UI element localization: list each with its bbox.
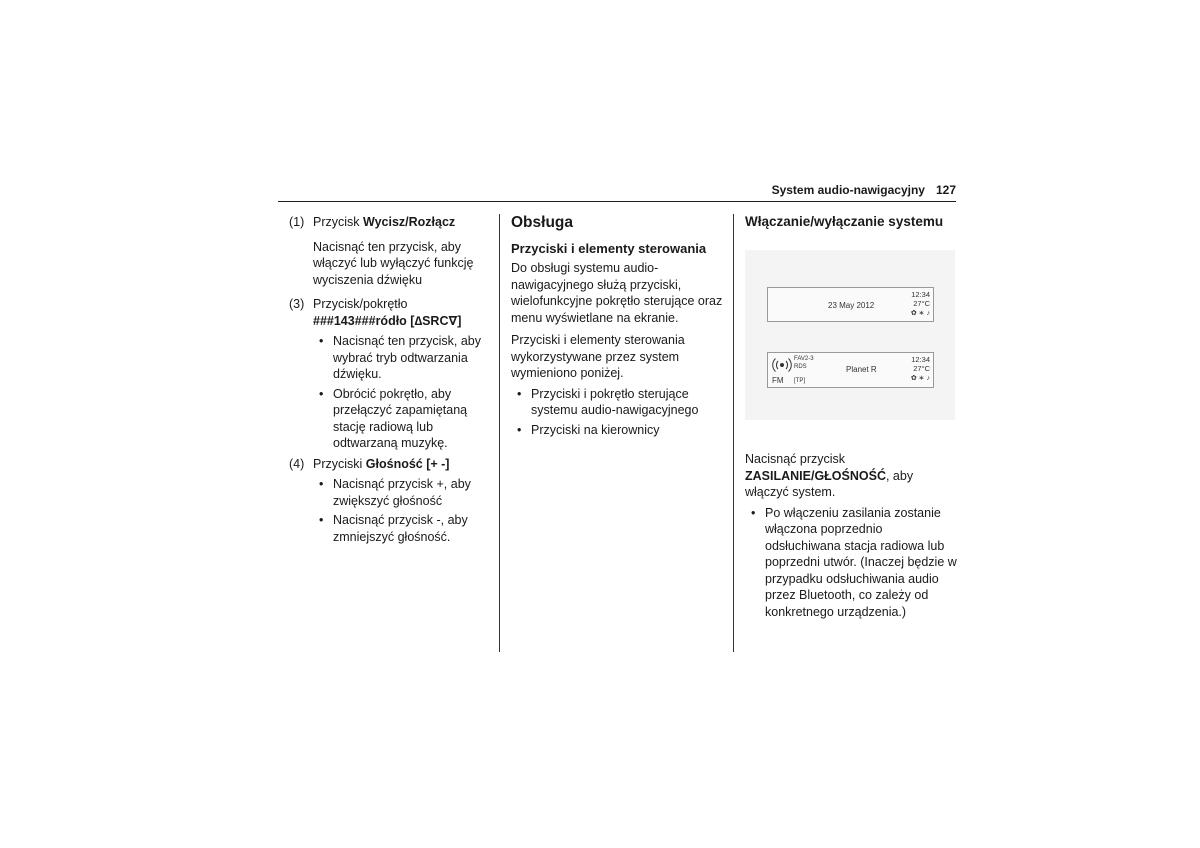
item-3 — [289, 296, 494, 313]
controls-list — [511, 386, 726, 439]
power-notes — [745, 505, 960, 621]
paragraph: Przyciski i elementy sterowania wykorzystywane przez system wymieniono poniżej. — [511, 333, 685, 380]
item-bold-label: Wycisz/Rozłącz — [363, 215, 456, 229]
preset-label: FAV2-3 — [794, 356, 814, 362]
list-item: • Przyciski i pokrętło sterujące systemu audio-nawigacyjnego — [511, 386, 726, 419]
antenna-icon — [772, 355, 792, 377]
display-screen-radio — [767, 352, 934, 388]
list-item: • Przyciski na kierownicy — [511, 422, 726, 439]
paragraph: Do obsługi systemu audio-nawigacyjnego służą przyciski, wielofunkcyjne pokrętło sterujące oraz menu wyświetlane na ekranie. — [511, 261, 723, 325]
item-number: (1) — [289, 215, 305, 229]
paragraph-suffix: , aby włączyć system. — [745, 468, 914, 499]
tp-label: [TP] — [794, 378, 806, 384]
display-time: 12:34 — [911, 290, 930, 299]
item-3-bullets — [313, 333, 494, 452]
rds-label: RDS — [794, 364, 807, 370]
item-1-description: Nacisnąć ten przycisk, aby włączyć lub wyłączyć funkcję wyciszenia dźwięku — [313, 239, 474, 287]
page-number: 127 — [935, 183, 956, 197]
status-icons: ✿ ∗ ♪ — [910, 310, 930, 317]
subsection-heading: Przyciski i elementy sterowania — [511, 241, 707, 256]
display-temperature: 27°C — [913, 299, 930, 308]
display-time: 12:34 — [911, 355, 930, 364]
station-name: Planet R — [846, 365, 877, 374]
item-4-bullets — [313, 476, 494, 545]
column-divider-1 — [499, 214, 500, 652]
section-heading: Obsługa — [511, 214, 574, 231]
list-item: • Nacisnąć przycisk -, aby zmniejszyć głośność. — [313, 512, 494, 545]
display-date: 23 May 2012 — [828, 301, 875, 310]
button-name: ZASILANIE/GŁOŚNOŚĆ — [745, 468, 886, 483]
display-screen-date — [767, 287, 934, 322]
column-middle — [511, 214, 726, 441]
item-number: (4) — [289, 456, 305, 471]
item-prefix: Przyciski — [313, 456, 366, 471]
section-heading: Włączanie/wyłączanie systemu — [745, 214, 944, 229]
item-text: Przycisk/pokrętło — [313, 297, 408, 311]
section-title: System audio-nawigacyjny — [771, 183, 925, 197]
power-instructions — [745, 451, 960, 623]
item-number: (3) — [289, 297, 305, 311]
list-item: • Nacisnąć przycisk +, aby zwiększyć głośność — [313, 476, 494, 509]
display-temperature: 27°C — [913, 364, 930, 373]
page-header — [278, 183, 956, 202]
item-4 — [289, 456, 494, 473]
display-illustration — [745, 250, 955, 420]
paragraph-prefix: Nacisnąć przycisk — [745, 452, 846, 466]
item-bold-label: ###143###ródło [∆SRC∇] — [313, 313, 462, 328]
list-item: • Nacisnąć ten przycisk, aby wybrać tryb odtwarzania dźwięku. — [313, 333, 494, 383]
band-label: FM — [772, 376, 784, 385]
column-left — [289, 214, 494, 548]
item-bold-label: Głośność [+ -] — [365, 456, 450, 471]
status-icons: ✿ ∗ ♪ — [910, 375, 930, 382]
column-divider-2 — [733, 214, 734, 652]
list-item: • Obrócić pokrętło, aby przełączyć zapamiętaną stację radiową lub odtwarzaną muzykę. — [313, 386, 494, 452]
item-prefix: Przycisk — [313, 215, 363, 229]
column-right — [745, 214, 960, 230]
list-item: • Po włączeniu zasilania zostanie włączona poprzednio odsłuchiwana stacja radiowa lub poprzedni utwór. (Inaczej będzie w przypadku odsłuchiwania audio przez Bluetooth, co zależy od konkretnego urządzenia.) — [745, 505, 960, 621]
item-1 — [289, 214, 494, 231]
